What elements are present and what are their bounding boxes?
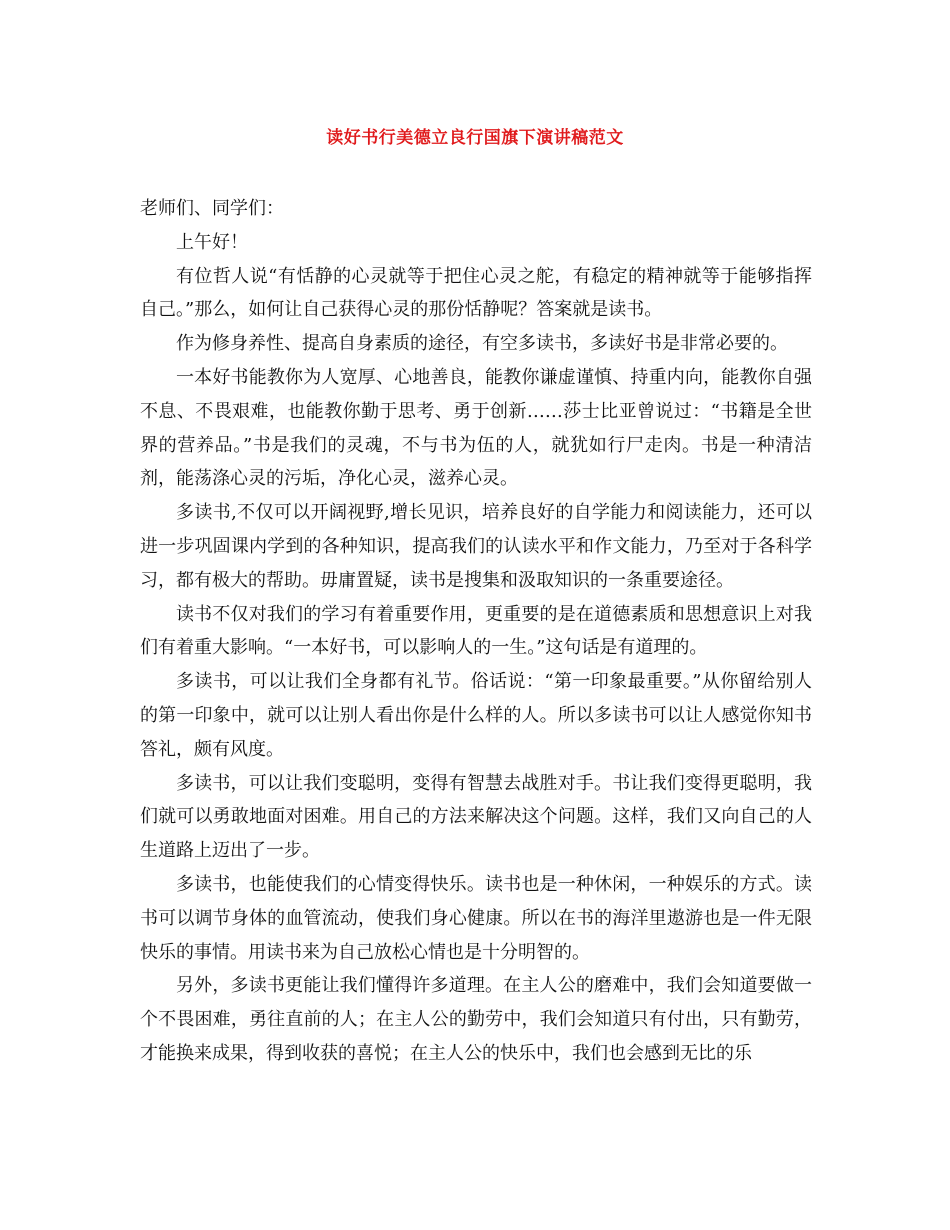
paragraph-self-cultivation: 作为修身养性、提高自身素质的途径，有空多读书，多读好书是非常必要的。 — [176, 333, 788, 355]
paragraph-broaden-horizons: 多读书,不仅可以开阔视野,增长见识，培养良好的自学能力和阅读能力，还可以进一步巩固课内学到的各种知识，提高我们的认读水平和作文能力，乃至对于各科学习，都有极大的帮助。毋庸置疑，读书是搜集和汲取知识的一条重要途径。 — [140, 502, 812, 591]
paragraph-moral-influence: 读书不仅对我们的学习有着重要作用，更重要的是在道德素质和思想意识上对我们有着重大影响。“一本好书，可以影响人的一生。”这句话是有道理的。 — [140, 603, 812, 659]
paragraph-happiness: 多读书，也能使我们的心情变得快乐。读书也是一种休闲，一种娱乐的方式。读书可以调节身体的血管流动，使我们身心健康。所以在书的海洋里遨游也是一件无限快乐的事情。用读书来为自己放松心情也是十分明智的。 — [140, 873, 812, 963]
paragraph-good-book: 一本好书能教你为人宽厚、心地善良，能教你谦虚谨慎、持重内向，能教你自强不息、不畏艰难，也能教你勤于思考、勇于创新……莎士比亚曾说过：“书籍是全世界的营养品。”书是我们的灵魂，不与书为伍的人，就犹如行尸走肉。书是一种清洁剂，能荡涤心灵的污垢，净化心灵，滋养心灵。 — [140, 366, 812, 490]
document-body — [140, 192, 812, 1071]
paragraph-greeting: 上午好！ — [176, 231, 248, 253]
paragraph-etiquette: 多读书，可以让我们全身都有礼节。俗话说：“第一印象最重要。”从你留给别人的第一印象中，就可以让别人看出你是什么样的人。所以多读书可以让人感觉你知书答礼，颇有风度。 — [140, 671, 812, 760]
paragraph-smarter: 多读书，可以让我们变聪明，变得有智慧去战胜对手。书让我们变得更聪明，我们就可以勇敢地面对困难。用自己的方法来解决这个问题。这样，我们又向自己的人生道路上迈出了一步。 — [140, 772, 812, 862]
paragraph-life-lessons: 另外，多读书更能让我们懂得许多道理。在主人公的磨难中，我们会知道要做一个不畏困难，勇往直前的人；在主人公的勤劳中，我们会知道只有付出，只有勤劳，才能换来成果，得到收获的喜悦；在主人公的快乐中，我们也会感到无比的乐 — [140, 975, 812, 1064]
salutation: 老师们、同学们： — [140, 198, 284, 219]
document-title: 读好书行美德立良行国旗下演讲稿范文 — [326, 128, 624, 148]
paragraph-philosopher-quote: 有位哲人说“有恬静的心灵就等于把住心灵之舵，有稳定的精神就等于能够指挥自己。”那么，如何让自己获得心灵的那份恬静呢？答案就是读书。 — [140, 265, 812, 321]
